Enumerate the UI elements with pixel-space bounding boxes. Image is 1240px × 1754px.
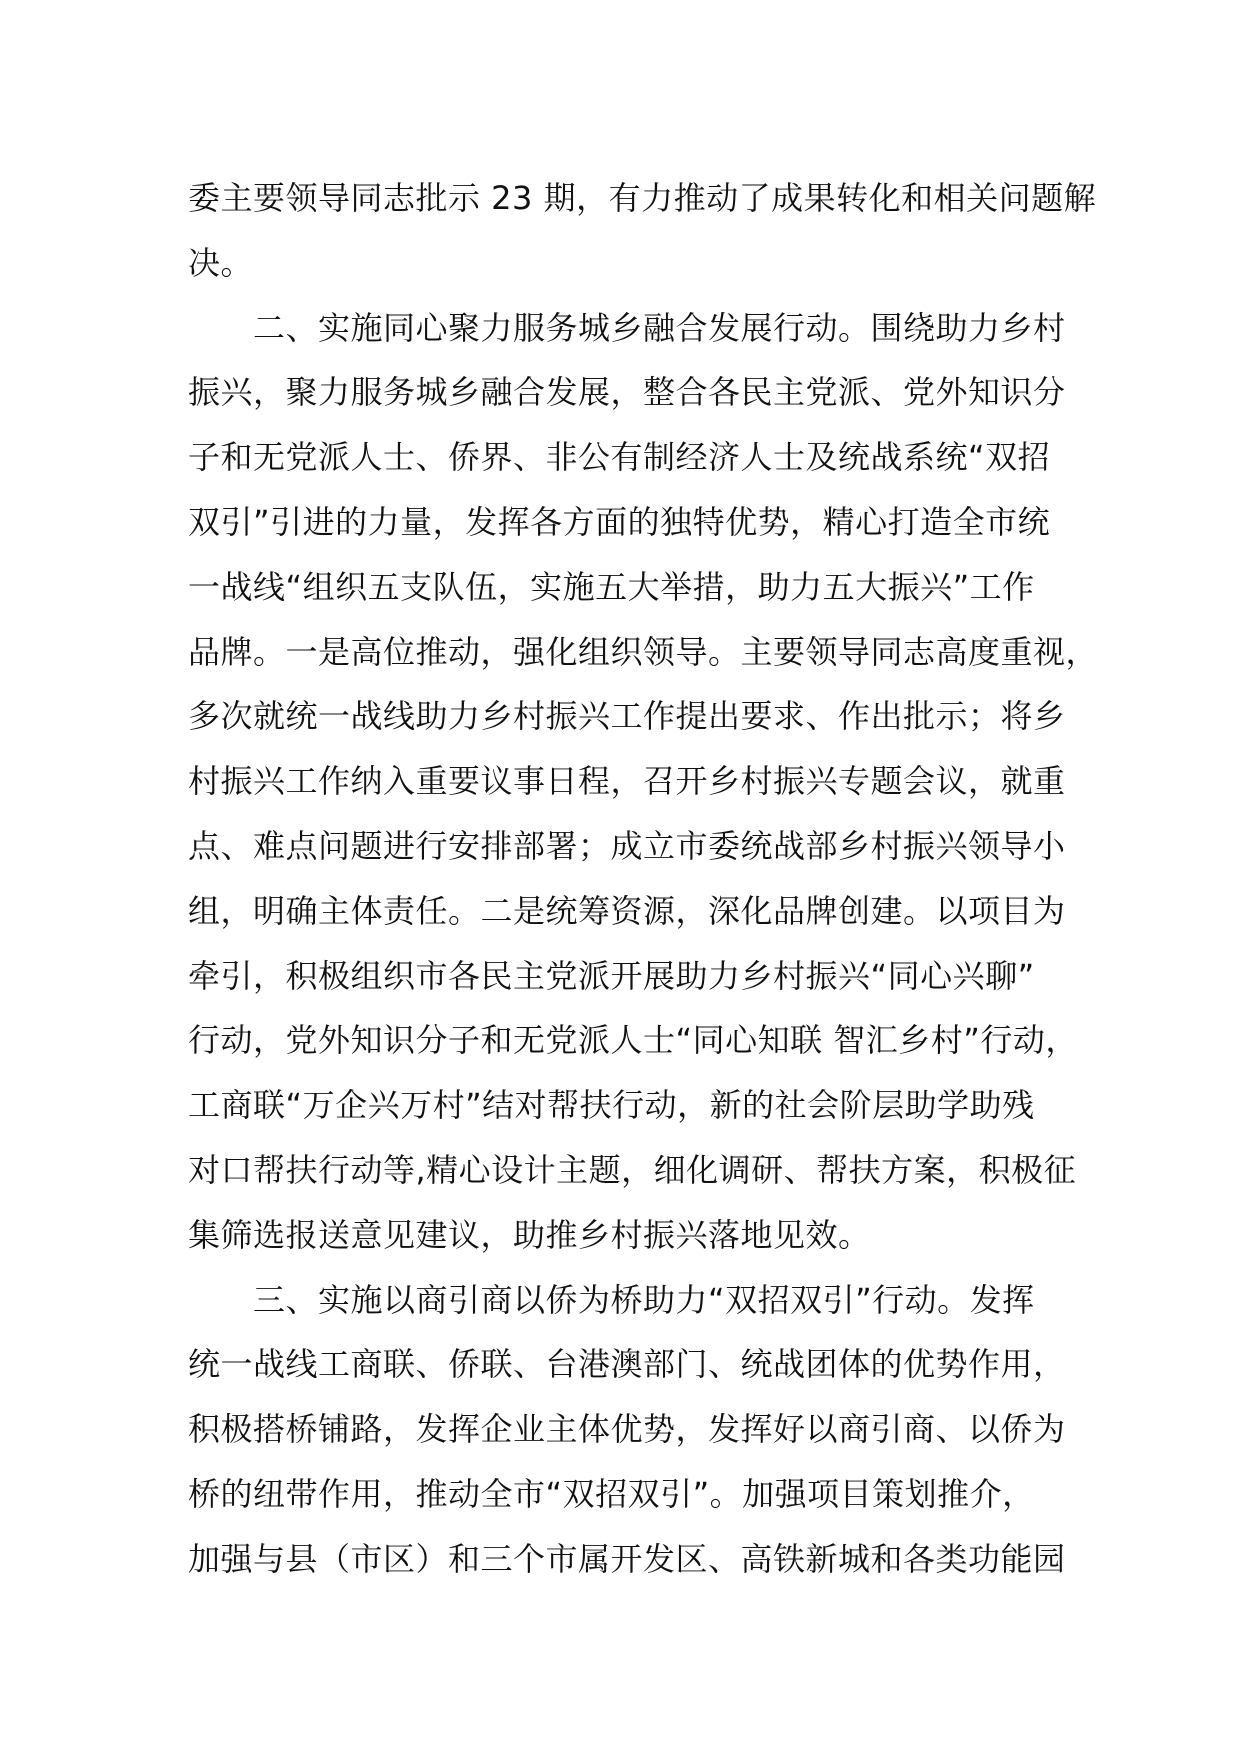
text-line: 三、实施以商引商以侨为桥助力“双招双引”行动。发挥 — [188, 1280, 1035, 1319]
text-line: 村振兴工作纳入重要议事日程，召开乡村振兴专题会议，就重 — [188, 762, 1066, 801]
text-line: 多次就统一战线助力乡村振兴工作提出要求、作出批示；将乡 — [188, 697, 1066, 736]
text-line: 集筛选报送意见建议，助推乡村振兴落地见效。 — [188, 1215, 871, 1254]
text-line: 加强与县（市区）和三个市属开发区、高铁新城和各类功能园 — [188, 1539, 1066, 1578]
text-line: 一战线“组织五支队伍，实施五大举措，助力五大振兴”工作 — [188, 567, 1035, 606]
paragraph-2 — [188, 296, 1099, 1268]
text-line: 振兴，聚力服务城乡融合发展，整合各民主党派、党外知识分 — [188, 373, 1066, 412]
text-line: 对口帮扶行动等,精心设计主题，细化调研、帮扶方案，积极征 — [188, 1150, 1077, 1189]
text-line: 组，明确主体责任。二是统筹资源，深化品牌创建。以项目为 — [188, 891, 1066, 930]
text-line: 品牌。一是高位推动，强化组织领导。主要领导同志高度重视， — [188, 632, 1099, 671]
paragraph-1 — [188, 166, 1097, 296]
text-line: 子和无党派人士、侨界、非公有制经济人士及统战系统“双招 — [188, 438, 1051, 477]
text-line: 桥的纽带作用，推动全市“双招双引”。加强项目策划推介， — [188, 1474, 1035, 1513]
text-line: 积极搭桥铺路，发挥企业主体优势，发挥好以商引商、以侨为 — [188, 1410, 1066, 1449]
text-line: 点、难点问题进行安排部署；成立市委统战部乡村振兴领导小 — [188, 826, 1066, 865]
paragraph-3 — [188, 1268, 1068, 1592]
text-line: 行动，党外知识分子和无党派人士“同心知联 智汇乡村”行动， — [188, 1021, 1078, 1060]
text-line: 决。 — [188, 243, 254, 282]
text-line: 委主要领导同志批示 23 期，有力推动了成果转化和相关问题解 — [188, 179, 1097, 217]
text-line: 工商联“万企兴万村”结对帮扶行动，新的社会阶层助学助残 — [188, 1086, 1035, 1125]
text-line: 统一战线工商联、侨联、台港澳部门、统战团体的优势作用， — [188, 1345, 1066, 1384]
text-line: 双引”引进的力量，发挥各方面的独特优势，精心打造全市统 — [188, 502, 1051, 541]
text-line: 牵引，积极组织市各民主党派开展助力乡村振兴“同心兴聊” — [188, 956, 1035, 995]
text-line: 二、实施同心聚力服务城乡融合发展行动。围绕助力乡村 — [188, 308, 1066, 347]
document-body — [188, 166, 1099, 1592]
